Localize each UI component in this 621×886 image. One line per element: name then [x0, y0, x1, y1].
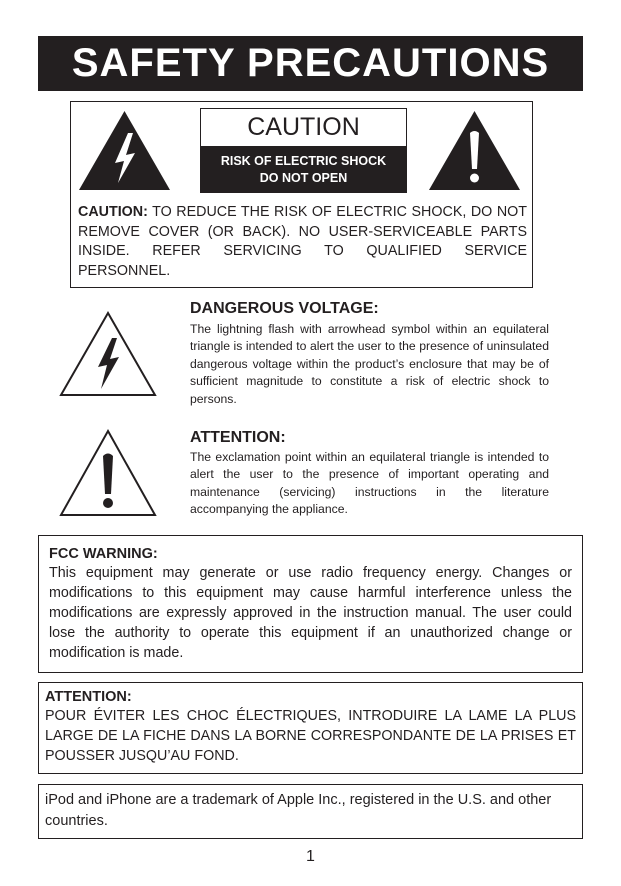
attention-body: The exclamation point within an equilateral triangle is intended to alert the user to the presence of important operating and maintenance (servicing) instructions in the literature accompanying the appliance. — [190, 450, 549, 517]
attention-heading: ATTENTION: — [190, 429, 286, 446]
risk-line-1: RISK OF ELECTRIC SHOCK — [220, 153, 387, 168]
fcc-warning-body: This equipment may generate or use radio frequency energy. Changes or modifications to this equipment may cause harmful interference unless the modifications are expressly approved in the instruction manual. The user could lose the authority to operate this equipment if an unauthorized change or modification is made. — [49, 565, 572, 661]
page-title: SAFETY PRECAUTIONS — [38, 36, 583, 91]
attention-french-body: POUR ÉVITER LES CHOC ÉLECTRIQUES, INTRODUIRE LA LAME LA PLUS LARGE DE LA FICHE DANS LA BORNE CORRESPONDANTE DE LA PRISES ET POUSSER JUSQU’AU FOND. — [45, 708, 576, 764]
dangerous-voltage-body: The lightning flash with arrowhead symbol within an equilateral triangle is intended to alert the user to the presence of uninsulated dangerous voltage within the product’s enclosure that may be of sufficient magnitude to constitute a risk of electric shock to persons. — [190, 322, 549, 406]
caution-word: CAUTION — [201, 109, 406, 147]
risk-line-2: DO NOT OPEN — [259, 170, 348, 185]
lightning-triangle-icon — [58, 310, 158, 398]
caution-body: TO REDUCE THE RISK OF ELECTRIC SHOCK, DO NOT REMOVE COVER (OR BACK). NO USER-SERVICEABLE PARTS INSIDE. REFER SERVICING TO QUALIFIED SERVICE PERSONNEL. — [78, 204, 527, 279]
attention-french-box — [38, 682, 583, 774]
page-number: 1 — [306, 848, 315, 865]
exclamation-triangle-icon — [427, 109, 522, 192]
caution-box — [70, 101, 533, 288]
exclamation-triangle-icon — [58, 428, 158, 518]
attention-french-heading: ATTENTION: — [45, 689, 132, 705]
dangerous-voltage-section — [40, 300, 580, 410]
risk-of-shock-banner — [201, 147, 406, 192]
caution-label — [200, 108, 407, 193]
fcc-warning-heading: FCC WARNING: — [49, 546, 158, 562]
caution-text — [78, 203, 527, 281]
caution-lead: CAUTION: — [78, 204, 148, 220]
dangerous-voltage-heading: DANGEROUS VOLTAGE: — [190, 300, 379, 317]
fcc-warning-box — [38, 535, 583, 673]
attention-section — [40, 428, 580, 523]
lightning-triangle-icon — [77, 109, 172, 192]
trademark-notice: iPod and iPhone are a trademark of Apple Inc., registered in the U.S. and other countries. — [38, 784, 583, 839]
